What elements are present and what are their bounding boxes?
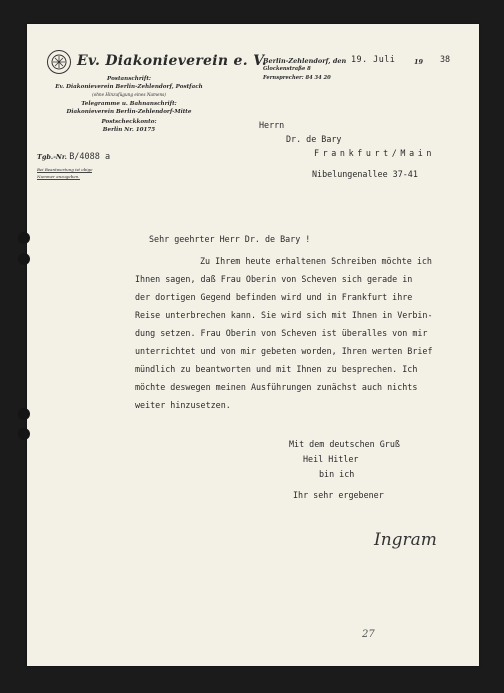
closing-line-1: Mit dem deutschen Gruß	[289, 439, 400, 449]
sender-place: Berlin-Zehlendorf, den	[263, 57, 347, 65]
body-line: unterrichtet und von mir gebeten worden, Ihren werten Brief	[135, 346, 433, 356]
recipient-street: Nibelungenallee 37-41	[312, 169, 418, 179]
letter-date: 19. Juli	[351, 54, 396, 64]
punch-hole	[18, 408, 30, 420]
postcheck-label: Postscheckkonto:	[101, 119, 157, 125]
body-line: weiter hinzusetzen.	[135, 400, 231, 410]
sender-street: Glockenstraße 8	[263, 66, 311, 72]
body-line: Reise unterbrechen kann. Sie wird sich mit Ihnen in Verbin-	[135, 310, 433, 320]
closing-line-2: Heil Hitler	[303, 454, 359, 464]
body-line: dung setzen. Frau Oberin von Scheven ist überalles von mir	[135, 328, 428, 338]
telegram-label: Telegramme u. Bahnanschrift:	[81, 101, 177, 107]
punch-hole	[18, 428, 30, 440]
greeting: Sehr geehrter Herr Dr. de Bary !	[149, 234, 311, 244]
reference-number	[37, 152, 110, 162]
year-prefix: 19	[414, 58, 424, 66]
sender-phone: Fernsprecher: 84 34 20	[263, 75, 331, 81]
postcheck-value: Berlin Nr. 10175	[102, 127, 156, 133]
closing-line-3: bin ich	[319, 469, 355, 479]
punch-hole	[18, 232, 30, 244]
recipient-city: Frankfurt/Main	[314, 148, 435, 158]
recipient-name: Dr. de Bary	[286, 134, 342, 144]
telegram-address: Diakonieverein Berlin-Zehlendorf-Mitte	[66, 109, 192, 115]
reference-label: Tgb.-Nr.	[37, 153, 67, 161]
signature: Ingram	[374, 530, 437, 550]
organization-name: Ev. Diakonieverein e. V.	[77, 53, 267, 69]
body-line: mündlich zu beantworten und mit Ihnen zu besprechen. Ich	[135, 364, 418, 374]
page-number: 27	[362, 629, 375, 640]
body-line: Ihnen sagen, daß Frau Oberin von Scheven sich gerade in	[135, 274, 413, 284]
seal-icon	[47, 50, 71, 74]
body-line: der dortigen Gegend befinden wird und in Frankfurt ihre	[135, 292, 413, 302]
body-line: möchte deswegen meinen Ausführungen zunächst auch nichts	[135, 382, 418, 392]
letter-page	[27, 24, 479, 666]
year-suffix: 38	[440, 54, 451, 64]
reference-note-2: Nummer anzugeben.	[37, 174, 80, 179]
recipient-salutation: Herrn	[259, 120, 285, 130]
reference-note-1: Bei Beantwortung ist obige	[37, 167, 93, 172]
body-line: Zu Ihrem heute erhaltenen Schreiben möchte ich	[200, 256, 432, 266]
postal-label: Postanschrift:	[107, 76, 151, 82]
reference-value: B/4088 a	[69, 152, 111, 162]
punch-hole	[18, 253, 30, 265]
postal-note: (ohne Hinzufügung eines Namens)	[92, 92, 166, 97]
postal-address: Ev. Diakonieverein Berlin-Zehlendorf, Postfach	[55, 84, 203, 90]
closing-line-4: Ihr sehr ergebener	[293, 490, 384, 500]
